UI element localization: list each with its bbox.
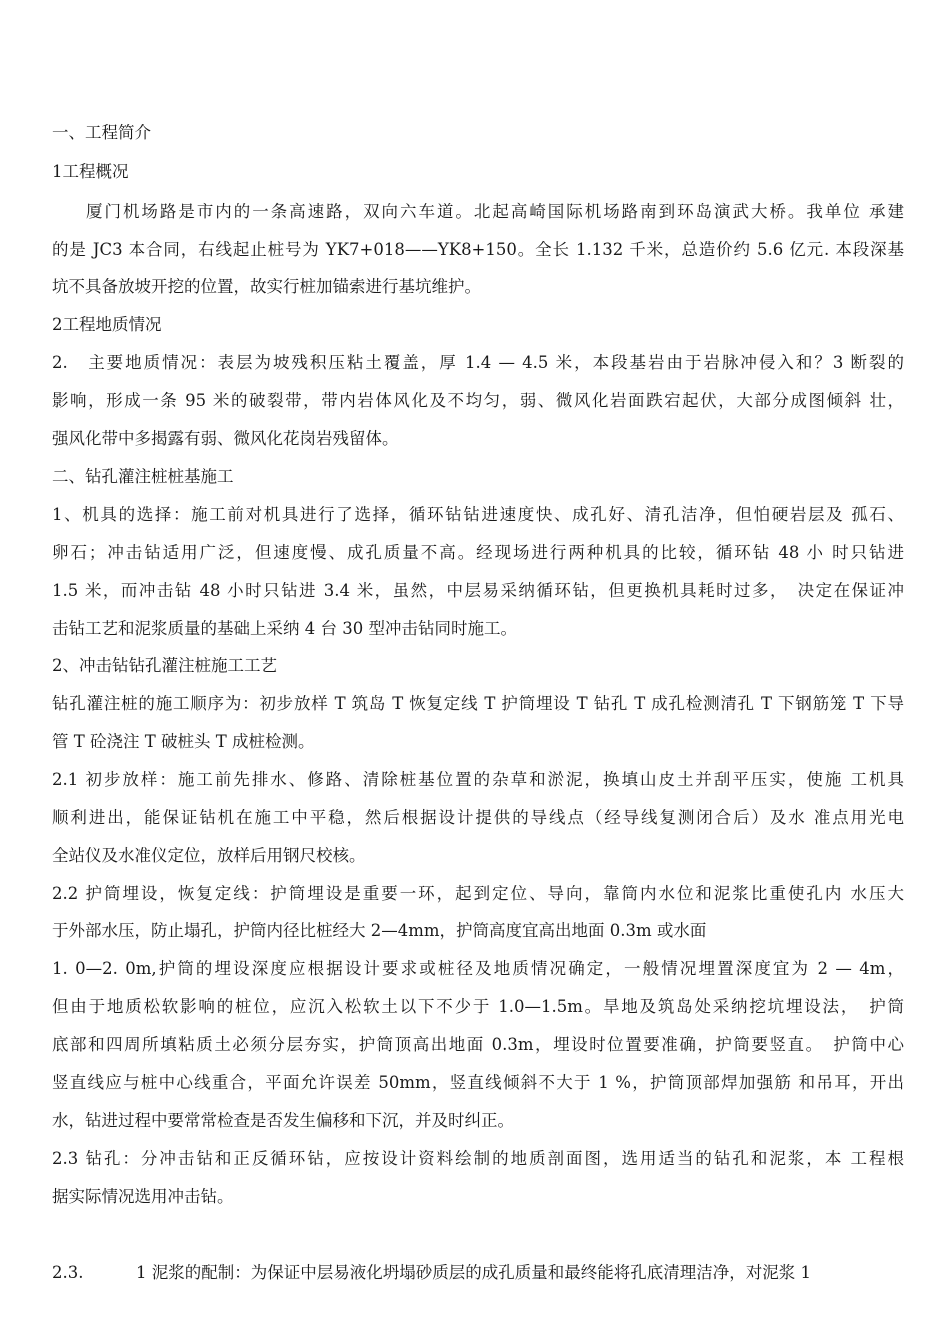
paragraph-line: 竖直线应与桩中心线重合，平面允许误差 50mm，竖直线倾斜不大于 1 %，护筒顶部焊加强筋 和吊耳，开出 [52,1073,904,1092]
paragraph-line: 管 T 砼浇注 T 破桩头 T 成桩检测。 [52,732,315,751]
paragraph-line: 水，钻进过程中要常常检查是否发生偏移和下沉，并及时纠正。 [52,1111,514,1130]
paragraph-line: 底部和四周所填粘质土必须分层夯实，护筒顶高出地面 0.3m，埋设时位置要准确，护筒要竖直。 护筒中心 [52,1035,904,1054]
paragraph-line: 但由于地质松软影响的桩位，应沉入松软土以下不少于 1.0—1.5m。旱地及筑岛处采纳挖坑埋设法， 护筒 [52,997,904,1016]
paragraph-line: 2.2 护筒埋设，恢复定线：护筒埋设是重要一环，起到定位、导向，靠筒内水位和泥浆比重使孔内 水压大 [52,884,904,903]
paragraph-line: 1. 0—2. 0m,护筒的埋设深度应根据设计要求或桩径及地质情况确定，一般情况埋置深度宜为 2 — 4m， [52,959,904,978]
paragraph-line: 强风化带中多揭露有弱、微风化花岗岩残留体。 [52,429,399,448]
paragraph-line: 1.5 米，而冲击钻 48 小时只钻进 3.4 米，虽然，中层易采纳循环钻，但更换机具耗时过多， 决定在保证冲 [52,581,904,600]
subsection-heading-3: 2、冲击钻钻孔灌注桩施工工艺 [52,656,277,675]
paragraph-line: 于外部水压，防止塌孔，护筒内径比桩经大 2—4mm，护筒高度宜高出地面 0.3m 或水面 [52,921,707,940]
paragraph-line: 1、机具的选择：施工前对机具进行了选择，循环钻钻进速度快、成孔好、清孔洁净，但怕硬岩层及 孤石、 [52,505,904,524]
subsection-heading-1: 1工程概况 [52,162,129,181]
section-heading-2: 二、钻孔灌注桩桩基施工 [52,467,234,486]
paragraph-line: 2. 主要地质情况：表层为坡残积压粘土覆盖，厚 1.4 — 4.5 米，本段基岩由于岩脉冲侵入和？3 断裂的 [52,353,904,372]
paragraph-line: 2.3 钻孔：分冲击钻和正反循环钻，应按设计资料绘制的地质剖面图，选用适当的钻孔和泥浆，本 工程根 [52,1149,904,1168]
paragraph-line: 顺利进出，能保证钻机在施工中平稳，然后根据设计提供的导线点（经导线复测闭合后）及水 准点用光电 [52,808,904,827]
subsection-heading-2: 2工程地质情况 [52,315,162,334]
paragraph-line: 的是 JC3 本合同，右线起止桩号为 YK7+018——YK8+150。全长 1.132 千米，总造价约 5.6 亿元. 本段深基 [52,240,904,259]
paragraph-line: 全站仪及水准仪定位，放样后用钢尺校核。 [52,846,366,865]
section-heading-1: 一、工程简介 [52,123,151,142]
paragraph-line: 钻孔灌注桩的施工顺序为：初步放样 T 筑岛 T 恢复定线 T 护筒埋设 T 钻孔 T 成孔检测清孔 T 下钢筋笼 T 下导 [52,694,904,713]
paragraph-line: 2.1 初步放样：施工前先排水、修路、清除桩基位置的杂草和淤泥，换填山皮土并刮平压实，使施 工机具 [52,770,904,789]
paragraph-line: 坑不具备放坡开挖的位置，故实行桩加锚索进行基坑维护。 [52,277,481,296]
paragraph-line: 影响，形成一条 95 米的破裂带，带内岩体风化及不均匀，弱、微风化岩面跌宕起伏，大部分成图倾斜 壮， [52,391,904,410]
clause-number: 2.3. [52,1263,84,1282]
clause-text: 1 泥浆的配制：为保证中层易液化坍塌砂质层的成孔质量和最终能将孔底清理洁净，对泥浆 1 [136,1263,811,1282]
paragraph-line: 卵石；冲击钻适用广泛，但速度慢、成孔质量不高。经现场进行两种机具的比较，循环钻 48 小 时只钻进 [52,543,904,562]
paragraph-line [52,1262,811,1284]
paragraph-line: 厦门机场路是市内的一条高速路，双向六车道。北起高崎国际机场路南到环岛演武大桥。我单位 承建 [86,202,904,221]
paragraph-line: 击钻工艺和泥浆质量的基础上采纳 4 台 30 型冲击钻同时施工。 [52,619,517,638]
paragraph-line: 据实际情况选用冲击钻。 [52,1187,234,1206]
